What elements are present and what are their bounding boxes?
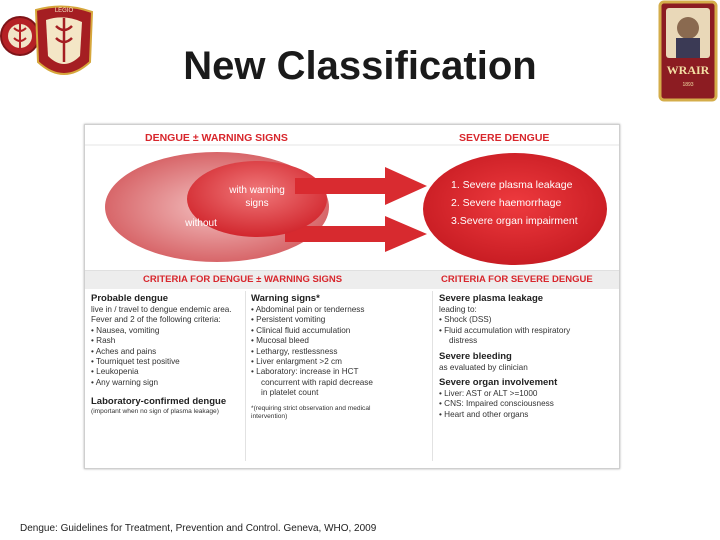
warning-signs-column <box>251 293 431 421</box>
probable-item: • Tourniquet test positive <box>91 357 243 367</box>
severe-item-3: 3.Severe organ impairment <box>451 215 578 227</box>
severe-organ-item: • CNS: Impaired consciousness <box>439 399 615 409</box>
criteria-right-title: CRITERIA FOR SEVERE DENGUE <box>441 274 593 285</box>
citation-footnote: Dengue: Guidelines for Treatment, Prevention and Control. Geneva, WHO, 2009 <box>20 523 377 534</box>
severe-organ-title: Severe organ involvement <box>439 377 558 389</box>
right-panel-header: SEVERE DENGUE <box>459 132 550 144</box>
ellipse-arrow-diagram <box>85 125 619 270</box>
warning-item: • Laboratory: increase in HCT <box>251 367 431 377</box>
warning-item: • Mucosal bleed <box>251 336 431 346</box>
warning-item: • Liver enlargment >2 cm <box>251 357 431 367</box>
probable-item: • Aches and pains <box>91 347 243 357</box>
warning-item: • Clinical fluid accumulation <box>251 326 431 336</box>
probable-intro-2: Fever and 2 of the following criteria: <box>91 315 221 325</box>
criteria-header-band <box>85 270 619 289</box>
dengue-classification-figure <box>84 124 620 469</box>
probable-item: • Any warning sign <box>91 378 243 388</box>
criteria-left-title: CRITERIA FOR DENGUE ± WARNING SIGNS <box>143 274 343 285</box>
column-divider-1 <box>245 291 246 461</box>
severe-leakage-title: Severe plasma leakage <box>439 293 544 304</box>
probable-intro-1: live in / travel to dengue endemic area. <box>91 305 232 314</box>
warning-item: • Lethargy, restlessness <box>251 347 431 357</box>
warning-item: • Persistent vomiting <box>251 315 431 325</box>
severe-organ-item: • Liver: AST or ALT >=1000 <box>439 389 615 399</box>
probable-dengue-column <box>91 293 243 416</box>
severe-organ-item: • Heart and other organs <box>439 410 615 420</box>
severe-criteria-column <box>439 293 615 420</box>
inner-ellipse-label: with warning <box>229 185 285 196</box>
severe-leakage-item: • Shock (DSS) <box>439 315 615 325</box>
warning-note-2: intervention) <box>251 412 288 420</box>
column-divider-2 <box>432 291 433 461</box>
probable-item: • Rash <box>91 336 243 346</box>
severe-ellipse <box>423 153 607 265</box>
left-panel-header: DENGUE ± WARNING SIGNS <box>145 132 288 144</box>
lab-confirmed-note: (important when no sign of plasma leakage) <box>91 408 219 416</box>
severe-leakage-item: • Fluid accumulation with respiratory <box>439 326 615 336</box>
severe-bleeding-title: Severe bleeding <box>439 350 512 362</box>
probable-dengue-title: Probable dengue <box>91 293 169 304</box>
page-title: New Classification <box>183 44 537 88</box>
severe-item-1: 1. Severe plasma leakage <box>451 179 573 191</box>
warning-note-1: *(requiring strict observation and medical <box>251 404 371 412</box>
crest-motto: LEGIO <box>54 8 74 14</box>
wrair-text: WRAIR <box>666 63 710 77</box>
warning-item-continued: in platelet count <box>261 388 319 398</box>
severe-item-2: 2. Severe haemorrhage <box>451 197 562 209</box>
warning-signs-title: Warning signs* <box>251 293 320 304</box>
wrair-year: 1893 <box>682 82 694 88</box>
outer-ellipse-label: without <box>185 218 217 229</box>
probable-item: • Leukopenia <box>91 367 243 377</box>
severe-leakage-intro: leading to: <box>439 305 477 314</box>
lab-confirmed-title: Laboratory-confirmed dengue <box>91 396 227 408</box>
severe-leakage-continued: distress <box>449 336 478 346</box>
warning-item-continued: concurrent with rapid decrease <box>261 377 373 387</box>
inner-ellipse-label-2: signs <box>245 198 269 209</box>
warning-item: • Abdominal pain or tenderness <box>251 305 431 315</box>
probable-item: • Nausea, vomiting <box>91 326 243 336</box>
severe-bleeding-text: as evaluated by clinician <box>439 362 528 372</box>
